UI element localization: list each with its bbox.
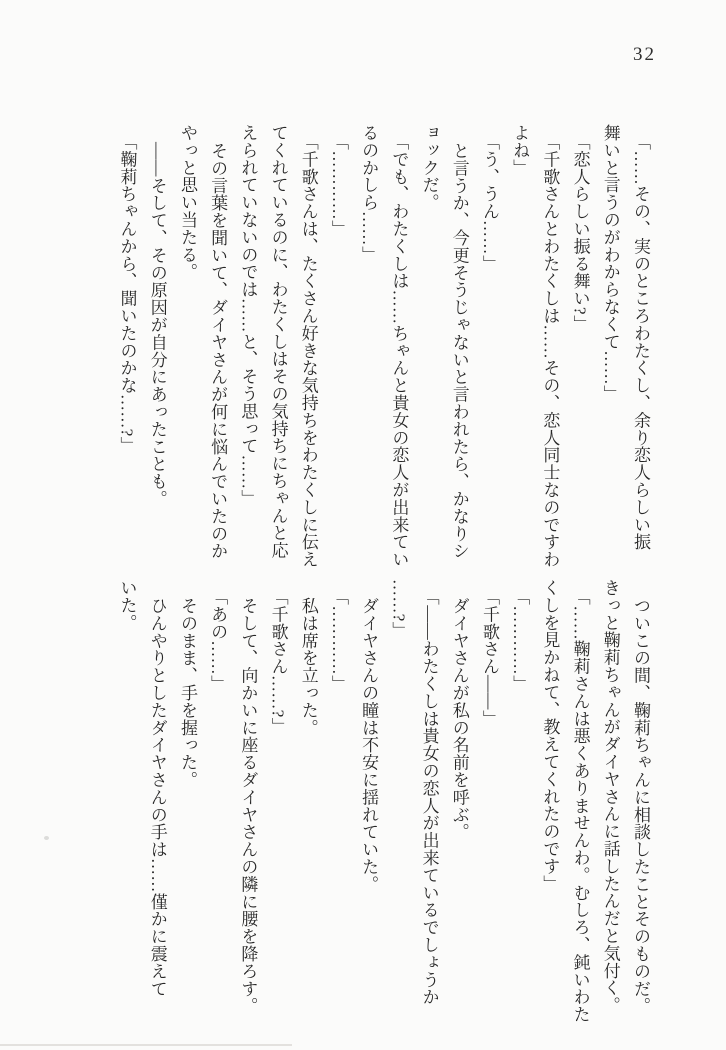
text-tier-lower [111, 579, 655, 1023]
text-line: 「恋人らしい振る舞い?」 [570, 133, 590, 333]
text-line: てくれているのに、わたくしはその気持ちにちゃんと応 [268, 124, 288, 559]
text-line: えられていないのでは……と、そう思って……」 [238, 124, 258, 507]
text-line: 舞いと言うのがわからなくて……」 [600, 124, 620, 403]
text-line: ひんやりとしたダイヤさんの手は……僅かに震えて [147, 597, 167, 998]
scan-artifact-line [0, 1044, 292, 1046]
text-line: 「千歌さん……?」 [268, 588, 288, 736]
text-line: 「千歌さんとわたくしは……その、恋人同士なのですわ [540, 133, 560, 568]
text-line: 「でも、わたくしは……ちゃんと貴女の恋人が出来てい [389, 133, 409, 568]
text-line: やっと思い当たる。 [177, 124, 197, 281]
text-line: きっと鞠莉ちゃんがダイヤさんに話したんだと気付く。 [600, 579, 620, 1014]
text-line: その言葉を聞いて、ダイヤさんが何に悩んでいたのか [208, 142, 228, 560]
text-line: 「う、うん……」 [479, 133, 499, 273]
text-line: 「千歌さんは、たくさん好きな気持ちをわたくしに伝え [298, 133, 318, 568]
text-line: そのまま、手を握った。 [177, 597, 197, 789]
text-line: ……?」 [389, 579, 409, 640]
text-line: 「千歌さん――」 [479, 588, 499, 728]
text-line: 「あの……」 [208, 588, 228, 693]
text-line: 「……鞠莉さんは悪くありませんわ。むしろ、鈍いわた [570, 588, 590, 1023]
page-number: 32 [633, 44, 656, 65]
text-line: と言うか、今更そうじゃないと言われたら、かなりシ [449, 142, 469, 560]
text-line: 「……その、実のところわたくし、余り恋人らしい振 [631, 133, 650, 551]
text-line: ――そして、その原因が自分にあったことも。 [147, 142, 167, 508]
text-line: ダイヤさんの瞳は不安に揺れていた。 [359, 597, 379, 893]
text-line: そして、向かいに座るダイヤさんの隣に腰を降ろす。 [238, 597, 258, 1015]
text-line: るのかしら……」 [359, 124, 379, 264]
text-line: くしを見かねて、教えてくれたのです」 [540, 579, 560, 893]
text-line: よね」 [510, 124, 530, 177]
text-line: いた。 [117, 579, 137, 632]
text-line: 「――わたくしは貴女の恋人が出来ているでしょうか [419, 588, 439, 1006]
text-line: 「…………」 [328, 133, 348, 238]
text-line: ョックだ。 [419, 124, 439, 211]
text-line: ダイヤさんが私の名前を呼ぶ。 [449, 597, 469, 841]
text-line: 「鞠莉ちゃんから、聞いたのかな……?」 [117, 133, 137, 455]
text-line: ついこの間、鞠莉ちゃんに相談したことそのものだ。 [631, 597, 650, 1015]
text-line: 「…………」 [328, 588, 348, 693]
text-tier-upper [111, 124, 655, 568]
scan-artifact-dot [44, 836, 49, 840]
text-line: 私は席を立った。 [298, 597, 318, 737]
text-line: 「…………」 [510, 588, 530, 693]
